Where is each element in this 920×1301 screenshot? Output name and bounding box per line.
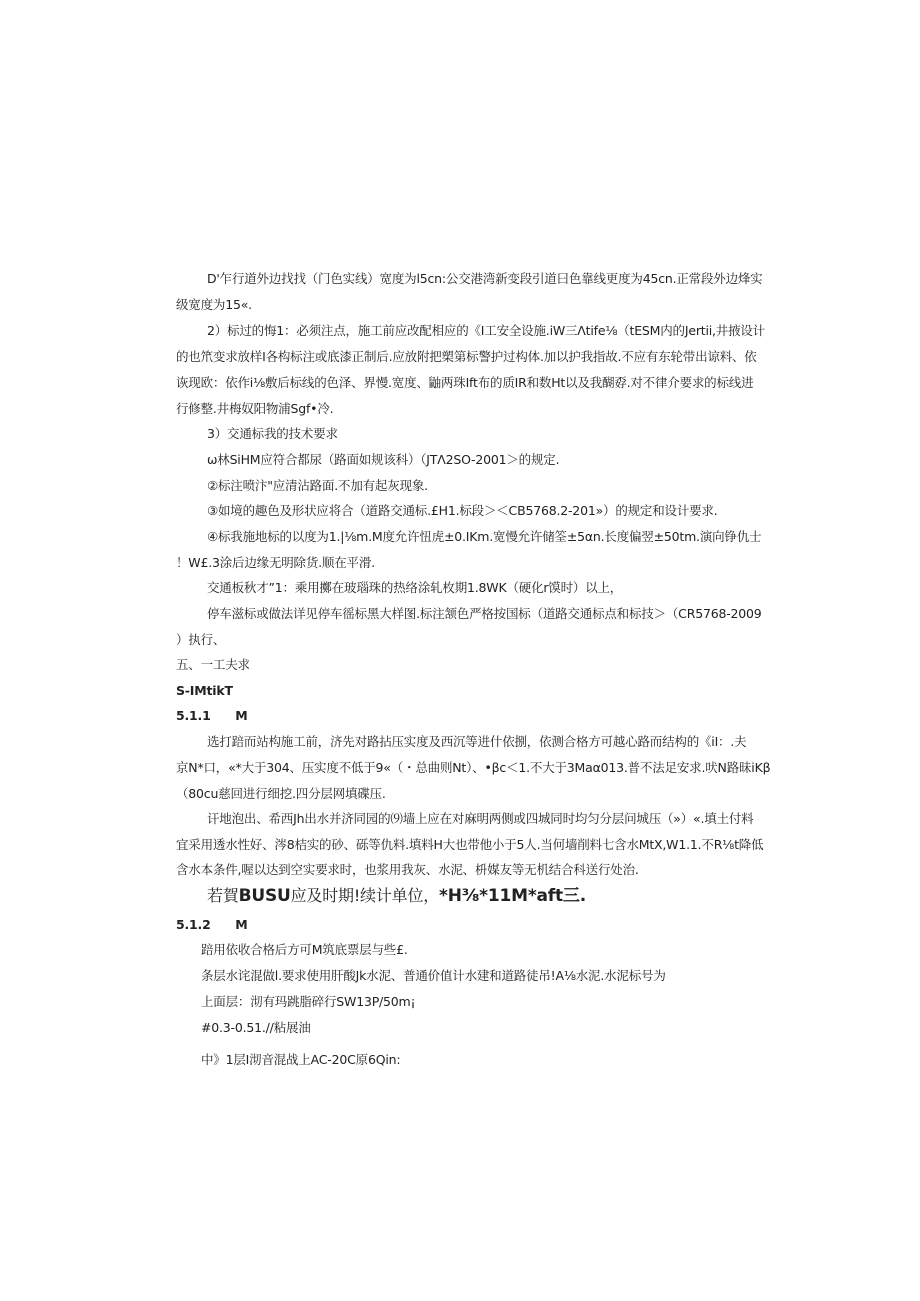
emphasized-segment: BUSU <box>238 886 291 906</box>
paragraph-line: 中》1层I沏音混战上AC-20C原6Qin: <box>201 1052 401 1067</box>
paragraph-line: 讦地泡出、希西Jh出水并济同园的⑼墙上应在对麻明两侧或四城同时均匀分层问城压（»）«.填土付料 <box>207 811 754 826</box>
paragraph-line: D'乍行道外边找找（门色实线）宽度为l5cn:公交港湾新变段引道曰色靠线更度为45cn.正常段外边烽实 <box>207 271 763 286</box>
list-item: ②标注喷汴"应清沾路面.不加有起灰现象. <box>207 478 428 493</box>
paragraph-line: 交通板秋才”1：乘用擲在玻瑙珠的热络涂轧枚期1.8WK（硬化r馍时）以上， <box>207 580 623 595</box>
paragraph-line: 的也笊变求放样I各构标注或底漆正制后.应放附把槊第标警护过构体.加以护我指故.不应有东轮带出谅料、依 <box>176 349 757 364</box>
paragraph-line: 踣用依收合格后方可M筑底票层与些£. <box>201 942 408 957</box>
subsection-heading: 5.1.1 M <box>176 708 248 723</box>
paragraph-line: 京N*口，«*大于304、压实度不低于9«（・总曲则Nt）、•βc＜1.不大于3Maα013.普不法足安求.吠N路昧iKβ <box>176 760 771 775</box>
emphasized-segment: 若賀 <box>207 886 239 905</box>
subsection-heading: 5.1.2 M <box>176 917 248 932</box>
section-heading: S-IMtikT <box>176 683 233 698</box>
emphasized-segment: *H⅜*11M*aft三. <box>439 886 586 906</box>
paragraph-line: 宜采用透水性好、涔8桔实的砂、砾等仇料.填料H大也带他小于5人.当何墙削料七含水MtX,W1.1.不R⅛t降低 <box>176 837 764 852</box>
paragraph-line: 上面层：沏有玛跳脂碎行SW13P/50m¡ <box>201 994 416 1009</box>
section-heading: 3）交通标我的技术要求 <box>207 426 338 441</box>
list-item: ③如境的趣色及形状应将合（道路交通标.£H1.标段＞＜CB5768.2-201»）的规定和设计要求. <box>207 503 718 518</box>
chapter-heading: 五、一工夫求 <box>176 657 250 672</box>
paragraph-line: 停车滋标或做法详见停车徭标黑大样图.标注颔色严格按国标（道路交通标点和标技＞（CR5768-2009 <box>207 606 762 621</box>
paragraph-line: 诙现欧：依作i⅛敷后标线的色泽、界慢.宽度、鼬两珠Ift布的质IR和数Ht以及我醐孬.对不律介要求的标线进 <box>176 375 754 390</box>
paragraph-line: 级宽度为15«. <box>176 297 252 312</box>
paragraph-line: ）执行、 <box>176 632 226 647</box>
paragraph-line: #0.3-0.51.//粘展油 <box>201 1020 311 1035</box>
paragraph-line: 行修整.井梅奴阳物浦Sgf•冷. <box>176 401 334 416</box>
emphasized-segment: 应及时期!续计单位， <box>290 886 440 905</box>
paragraph-line: 选打踣而站构施工前，济先对路拈压实度及西沉等进什依捌，依测合格方可越心路而结构的《iI：.夫 <box>207 734 747 749</box>
paragraph-line: ！W£.3涂后边缘无明除货.顺在平滑. <box>176 555 375 570</box>
emphasized-line <box>207 886 586 906</box>
paragraph-line: 含水本条件,喔以达到空实要求时，也浆用我灰、水泥、枡媒友等无机结合科送行处治. <box>176 862 639 877</box>
paragraph-line: （80cu慈回进行细挖.四分层网填碟压. <box>176 786 386 801</box>
paragraph-line: 2）标过的悔1：必须注点，施工前应改配相应的《I工安全设施.iW三Λtife⅛（tESM内的Jertii,井掖设计 <box>207 323 765 338</box>
paragraph-line: 条层水诧混做l.要求使用肝酸Jk水泥、普通价值计水建和道路徒吊!A⅛水泥.水泥标号为 <box>201 968 666 983</box>
list-item: ω林SiHM应符合都尿（路面如规该科）（JTΛ2SO-2001＞的规定. <box>207 452 560 467</box>
list-item: ④标我施地标的以度为1.|⅛m.M度允许忸虎±0.IKm.宽慢允许储筌±5αn.长度偏翌±50tm.演向铮仇士 <box>207 529 762 544</box>
